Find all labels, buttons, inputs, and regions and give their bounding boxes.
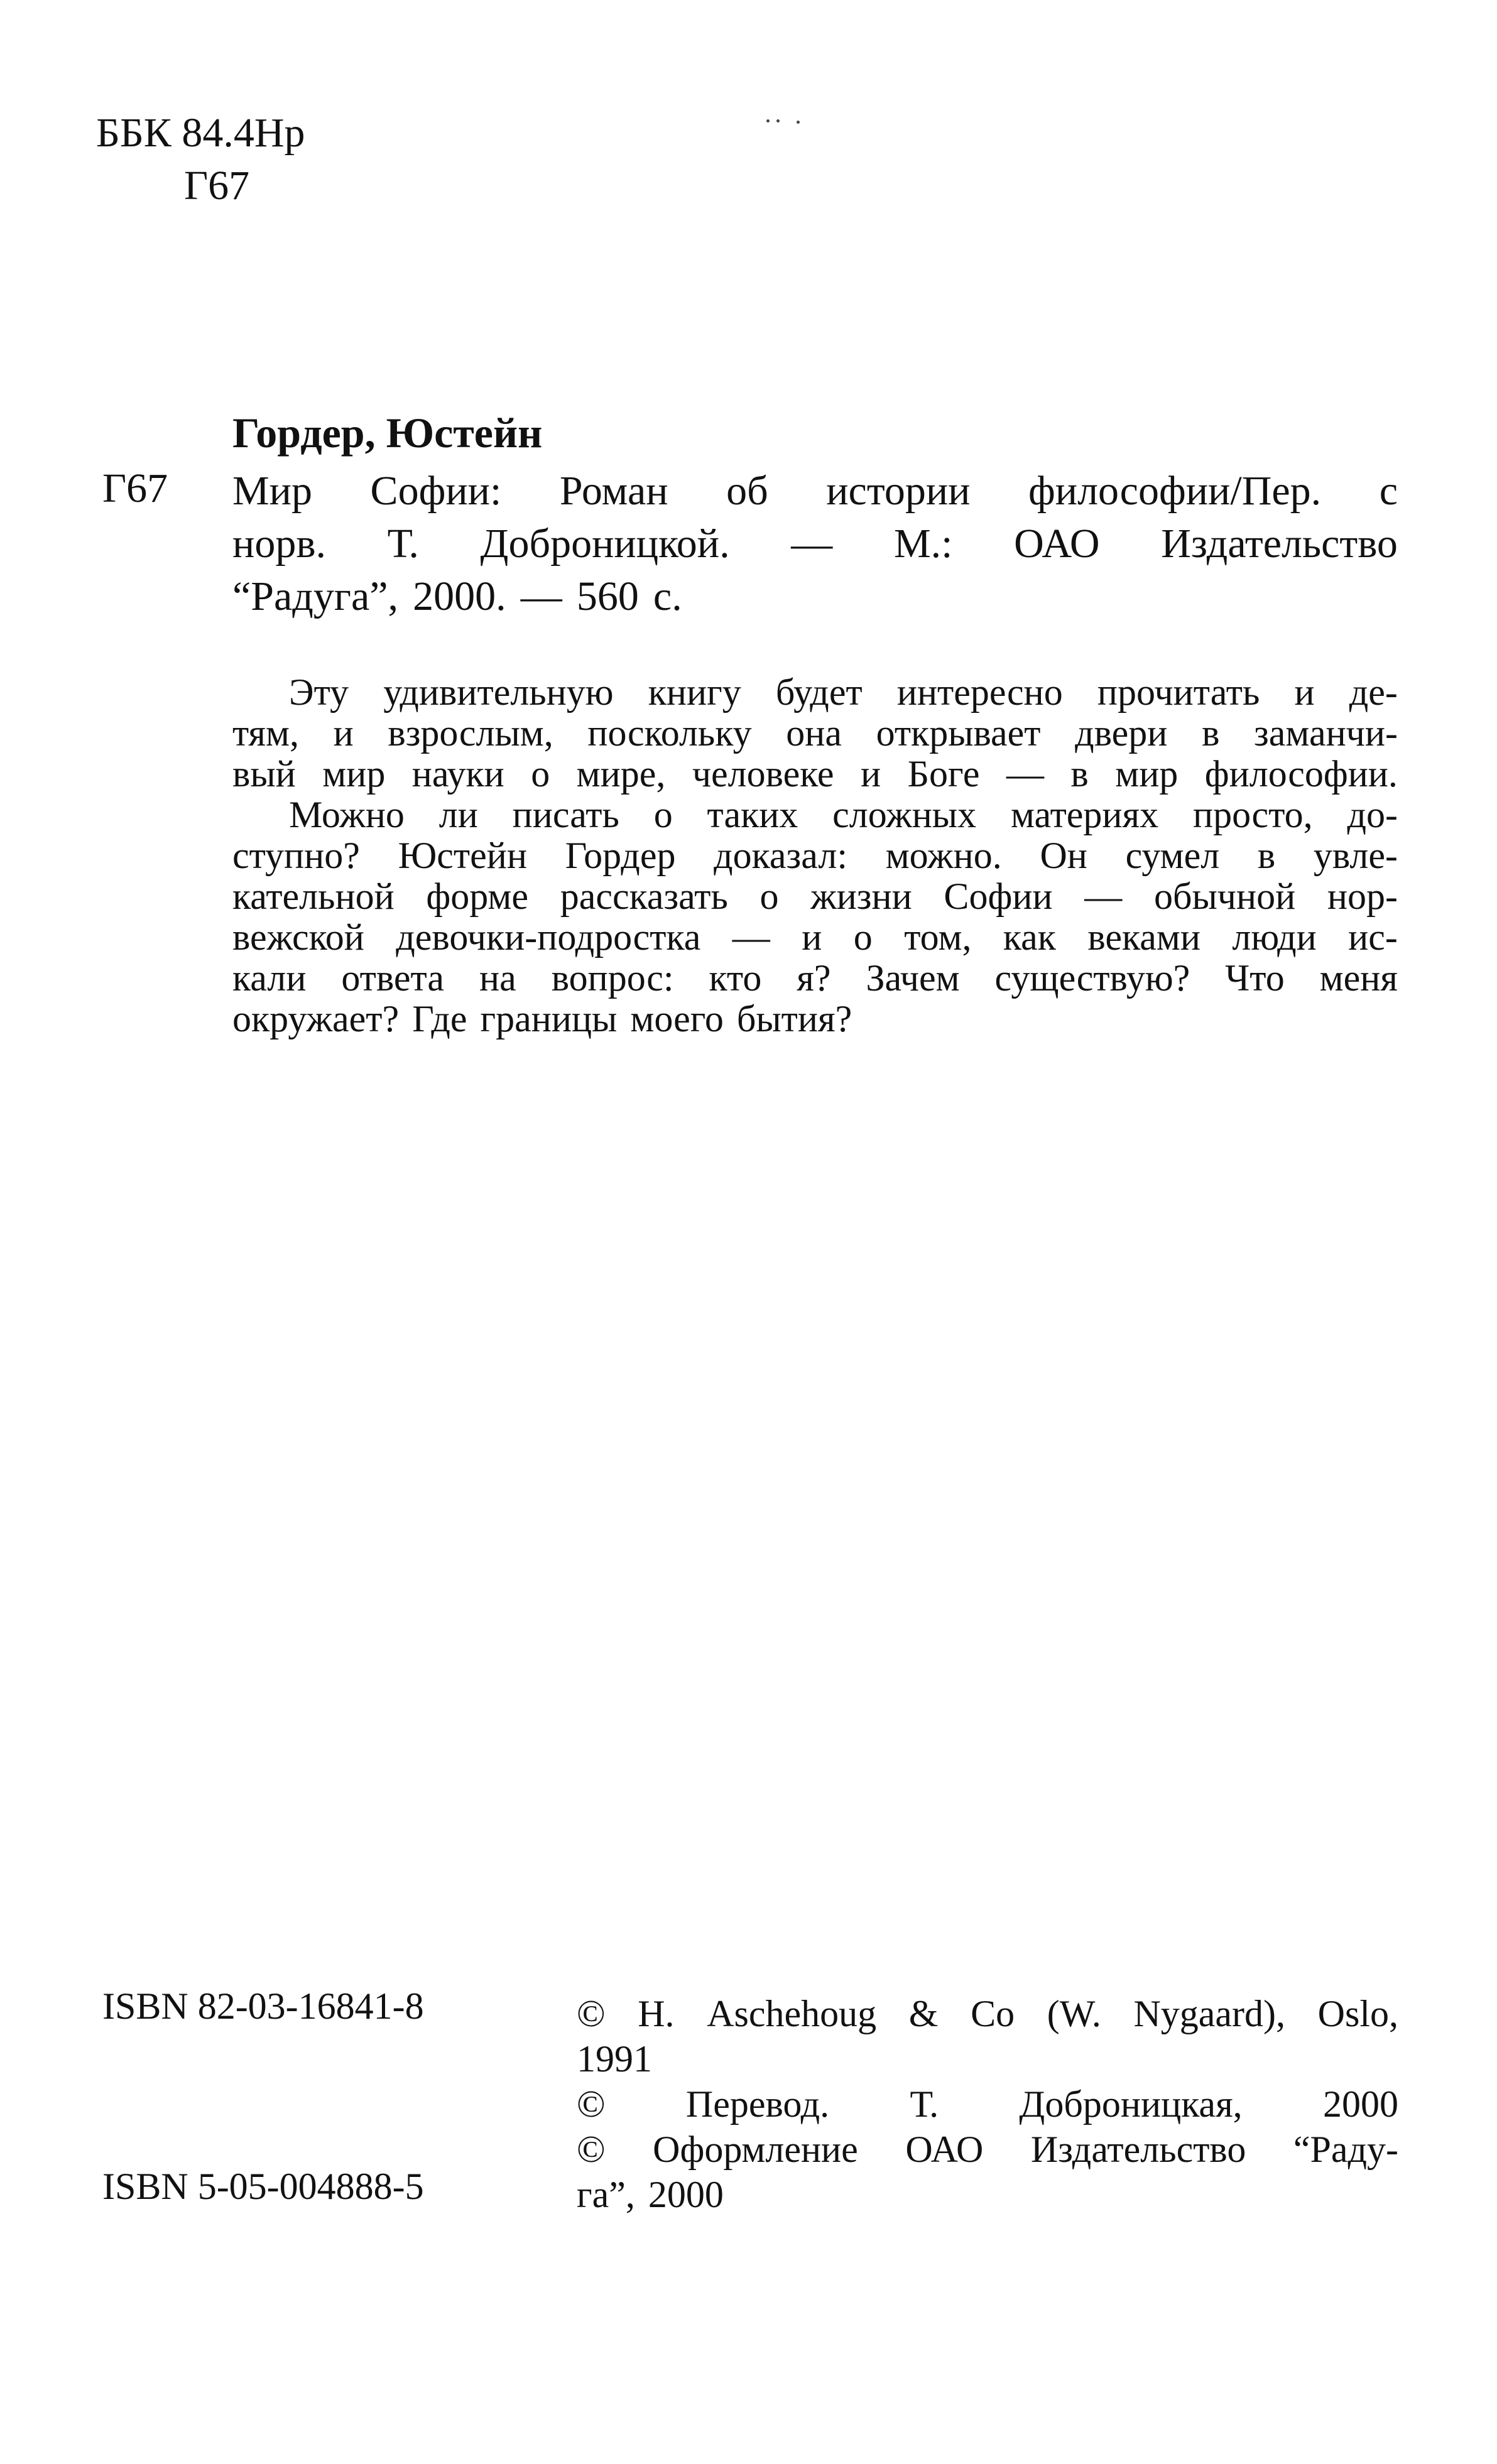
word: 560	[576, 573, 639, 619]
word: с	[1379, 468, 1398, 514]
word: в	[1257, 835, 1276, 876]
bibliographic-description	[232, 465, 1398, 623]
annotation-line	[232, 835, 1398, 876]
scan-speck-marks	[766, 118, 804, 124]
word: мир	[1115, 753, 1179, 795]
annotation-line	[232, 672, 1398, 713]
word: границы	[480, 998, 618, 1039]
word: ОАО	[905, 2129, 984, 2170]
word: H.	[638, 1993, 675, 2034]
bbk-block	[96, 107, 305, 212]
copyright-line	[577, 1991, 1398, 2036]
word: доказал:	[714, 835, 848, 876]
word: Эту	[289, 671, 349, 713]
word: Где	[412, 998, 467, 1039]
bbk-code: ББК 84.4Нр	[96, 110, 305, 156]
word: поскольку	[587, 712, 752, 754]
word: Т.	[387, 521, 419, 567]
word: ступно?	[232, 835, 360, 876]
word: “Радуга”,	[232, 573, 399, 619]
word: истории	[826, 468, 971, 514]
word: и	[860, 753, 881, 795]
word: с.	[653, 573, 682, 619]
word: сложных	[832, 794, 977, 835]
bibliographic-line	[232, 570, 1398, 623]
word: взрослым,	[388, 712, 553, 754]
word: о	[531, 753, 550, 795]
word: Он	[1040, 835, 1087, 876]
word: тям,	[232, 712, 299, 754]
word: Боге	[907, 753, 980, 795]
word: Aschehoug	[707, 1993, 877, 2034]
word: существую?	[994, 957, 1190, 999]
word: прочитать	[1097, 671, 1260, 713]
word: интересно	[896, 671, 1063, 713]
word: Гордер	[565, 835, 676, 876]
word: 2000	[648, 2174, 724, 2215]
word: рассказать	[560, 876, 728, 917]
word: до-	[1347, 794, 1398, 835]
word: в	[1202, 712, 1220, 754]
word: &	[908, 1993, 939, 2034]
word: она	[786, 712, 842, 754]
word: Мир	[232, 468, 313, 514]
annotation-line	[232, 917, 1398, 958]
word: вый	[232, 753, 296, 795]
word: Издательство	[1161, 521, 1398, 567]
annotation-text	[232, 672, 1398, 1039]
word: Издательство	[1030, 2129, 1246, 2170]
annotation-line	[232, 958, 1398, 999]
word: меня	[1319, 957, 1398, 999]
word: Оформление	[653, 2129, 858, 2170]
word: том,	[904, 916, 972, 958]
annotation-line	[232, 713, 1398, 754]
word: бытия?	[736, 998, 852, 1039]
word: моего	[630, 998, 724, 1039]
word: ©	[577, 1993, 606, 2034]
copyright-line	[577, 2172, 1398, 2217]
word: философии/Пер.	[1028, 468, 1322, 514]
word: Перевод.	[685, 2083, 830, 2125]
word: люди	[1232, 916, 1317, 958]
word: Nygaard),	[1133, 1993, 1286, 2034]
word: девочки-подростка	[396, 916, 701, 958]
word: о	[653, 794, 673, 835]
word: веками	[1087, 916, 1200, 958]
word: увле-	[1313, 835, 1398, 876]
copyright-notices	[577, 1991, 1398, 2217]
annotation-line	[232, 795, 1398, 835]
word: М.:	[893, 521, 953, 567]
word: форме	[426, 876, 528, 917]
word: Т.	[910, 2083, 939, 2125]
bbk-author-mark: Г67	[184, 163, 250, 209]
word: Софии	[944, 876, 1053, 917]
word: ис-	[1348, 916, 1398, 958]
word: на	[479, 957, 516, 999]
word: окружает?	[232, 998, 400, 1039]
word: 1991	[577, 2038, 652, 2080]
word: как	[1003, 916, 1056, 958]
word: Что	[1225, 957, 1285, 999]
word: человеке	[692, 753, 834, 795]
word: жизни	[810, 876, 912, 917]
annotation-line	[232, 876, 1398, 917]
word: кто	[709, 957, 762, 999]
word: двери	[1075, 712, 1168, 754]
author-heading: Гордер, Юстейн	[232, 409, 543, 457]
word: Co	[971, 1993, 1015, 2034]
word: 2000.	[413, 573, 506, 619]
word: —	[1084, 876, 1123, 917]
word: Зачем	[866, 957, 960, 999]
word: заманчи-	[1254, 712, 1398, 754]
isbn-russian: ISBN 5-05-004888-5	[102, 2166, 424, 2207]
word: об	[726, 468, 768, 514]
word: я?	[797, 957, 831, 999]
word: —	[732, 916, 770, 958]
word: “Раду-	[1293, 2129, 1398, 2170]
word: просто,	[1192, 794, 1313, 835]
word: —	[791, 521, 833, 567]
bibliographic-line	[232, 465, 1398, 518]
word: (W.	[1047, 1993, 1101, 2034]
word: и	[333, 712, 354, 754]
copyright-line	[577, 2036, 1398, 2081]
word: удивительную	[383, 671, 614, 713]
word: ©	[577, 2129, 606, 2170]
word: вежской	[232, 916, 364, 958]
word: можно.	[885, 835, 1002, 876]
word: Юстейн	[398, 835, 527, 876]
word: материях	[1010, 794, 1159, 835]
word: ©	[577, 2083, 606, 2125]
word: де-	[1349, 671, 1398, 713]
word: мире,	[576, 753, 666, 795]
word: обычной	[1153, 876, 1296, 917]
word: науки	[411, 753, 504, 795]
word: ОАО	[1014, 521, 1100, 567]
word: о	[759, 876, 779, 917]
word: Можно	[289, 794, 405, 835]
word: кали	[232, 957, 307, 999]
word: таких	[707, 794, 798, 835]
word: нор-	[1327, 876, 1398, 917]
word: в	[1070, 753, 1089, 795]
word: Oslo,	[1317, 1993, 1398, 2034]
word: книгу	[648, 671, 741, 713]
word: кательной	[232, 876, 395, 917]
word: ли	[438, 794, 478, 835]
word: мир	[322, 753, 386, 795]
word: —	[520, 573, 562, 619]
word: открывает	[876, 712, 1041, 754]
word: сумел	[1125, 835, 1220, 876]
word: га”,	[577, 2174, 635, 2215]
word: Роман	[559, 468, 668, 514]
word: и	[802, 916, 822, 958]
isbn-original: ISBN 82-03-16841-8	[102, 1985, 424, 2027]
word: —	[1006, 753, 1044, 795]
word: о	[853, 916, 873, 958]
annotation-line	[232, 999, 1398, 1039]
word: 2000	[1322, 2083, 1398, 2125]
annotation-line	[232, 754, 1398, 795]
bibliographic-line	[232, 518, 1398, 570]
word: ответа	[341, 957, 445, 999]
word: Доброницкая,	[1019, 2083, 1243, 2125]
word: Доброницкой.	[480, 521, 730, 567]
word: и	[1294, 671, 1315, 713]
copyright-line	[577, 2081, 1398, 2127]
entry-author-mark: Г67	[102, 465, 168, 511]
copyright-line	[577, 2127, 1398, 2172]
word: будет	[775, 671, 863, 713]
word: норв.	[232, 521, 326, 567]
word: писать	[512, 794, 619, 835]
word: Софии:	[370, 468, 502, 514]
word: философии.	[1204, 753, 1398, 795]
word: вопрос:	[551, 957, 674, 999]
